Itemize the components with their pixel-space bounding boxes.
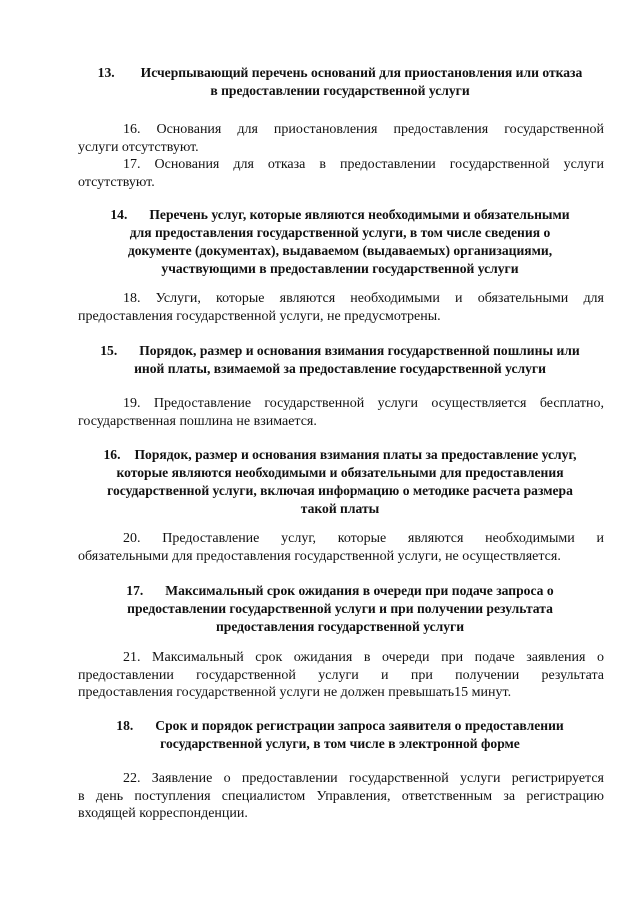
- paragraph-line: 16. Основания для приостановления предоставления государственной: [123, 122, 604, 137]
- heading-line: такой платы: [300, 501, 380, 516]
- section-heading-17: [80, 582, 600, 636]
- heading-line: участвующими в предоставлении государственной услуги: [161, 261, 519, 276]
- paragraph-line: государственная пошлина не взимается.: [78, 413, 317, 429]
- paragraph-16: [78, 121, 604, 156]
- paragraph-20: [78, 530, 604, 565]
- paragraph-18: [78, 290, 604, 325]
- heading-line: для предоставления государственной услуги, в том числе сведения о: [129, 225, 551, 240]
- paragraph-line: входящей корреспонденции.: [78, 806, 248, 821]
- heading-text: Порядок, размер и основания взимания государственной пошлины или: [139, 343, 580, 358]
- heading-line: государственной услуги, в том числе в электронной форме: [160, 736, 520, 751]
- paragraph-line: предоставления государственной услуги, не предусмотрены.: [78, 308, 441, 324]
- section-number: 18.: [116, 718, 134, 733]
- heading-text: Перечень услуг, которые являются необходимыми и обязательными: [149, 207, 570, 222]
- section-heading-13: [80, 64, 600, 100]
- paragraph-line: обязательными для предоставления государственной услуги, не осуществляется.: [78, 548, 561, 564]
- heading-line: [80, 446, 600, 464]
- heading-text: Максимальный срок ожидания в очереди при подаче запроса о: [165, 583, 554, 598]
- paragraph-line: 22. Заявление о предоставлении государственной услуги регистрируется: [123, 771, 604, 786]
- section-heading-14: [80, 206, 600, 278]
- paragraph-line: 21. Максимальный срок ожидания в очереди при подаче заявления о: [123, 650, 604, 665]
- heading-line: предоставления государственной услуги: [215, 619, 465, 634]
- heading-line: в предоставлении государственной услуги: [210, 83, 470, 98]
- paragraph-line: предоставлении государственной услуги и при получении результата: [78, 667, 604, 683]
- paragraph-17: [78, 156, 604, 191]
- section-number: 15.: [100, 343, 118, 358]
- paragraph-line: отсутствуют.: [78, 174, 155, 190]
- section-number: 13.: [97, 65, 115, 80]
- paragraph-22: [78, 770, 604, 823]
- section-number: 14.: [110, 207, 128, 222]
- heading-line: [80, 342, 600, 360]
- heading-line: предоставлении государственной услуги и при получении результата: [127, 601, 553, 616]
- paragraph-line: предоставления государственной услуги не должен превышать15 минут.: [78, 685, 512, 700]
- section-heading-18: [80, 717, 600, 753]
- paragraph-line: 20. Предоставление услуг, которые являются необходимыми и: [123, 531, 604, 546]
- paragraph-21: [78, 649, 604, 702]
- heading-line: [80, 64, 600, 82]
- heading-line: [80, 206, 600, 224]
- heading-text: Порядок, размер и основания взимания платы за предоставление услуг,: [134, 447, 577, 462]
- paragraph-line: 18. Услуги, которые являются необходимыми и обязательными для: [123, 291, 604, 306]
- heading-text: Срок и порядок регистрации запроса заявителя о предоставлении: [155, 718, 564, 733]
- paragraph-19: [78, 395, 604, 430]
- heading-text: Исчерпывающий перечень оснований для приостановления или отказа: [140, 65, 583, 80]
- paragraph-line: 19. Предоставление государственной услуги осуществляется бесплатно,: [123, 396, 604, 411]
- heading-line: которые являются необходимыми и обязательными для предоставления: [116, 465, 564, 480]
- section-heading-15: [80, 342, 600, 378]
- heading-line: иной платы, взимаемой за предоставление государственной услуги: [134, 361, 546, 376]
- heading-line: государственной услуги, включая информацию о методике расчета размера: [107, 483, 573, 498]
- heading-line: [80, 717, 600, 735]
- section-number: 16.: [103, 447, 121, 462]
- paragraph-line: в день поступления специалистом Управления, ответственным за регистрацию: [78, 788, 604, 804]
- heading-line: [80, 582, 600, 600]
- paragraph-line: услуги отсутствуют.: [78, 139, 199, 155]
- section-heading-16: [80, 446, 600, 518]
- paragraph-line: 17. Основания для отказа в предоставлении государственной услуги: [123, 157, 604, 172]
- heading-line: документе (документах), выдаваемом (выдаваемых) организациями,: [127, 243, 553, 258]
- section-number: 17.: [126, 583, 144, 598]
